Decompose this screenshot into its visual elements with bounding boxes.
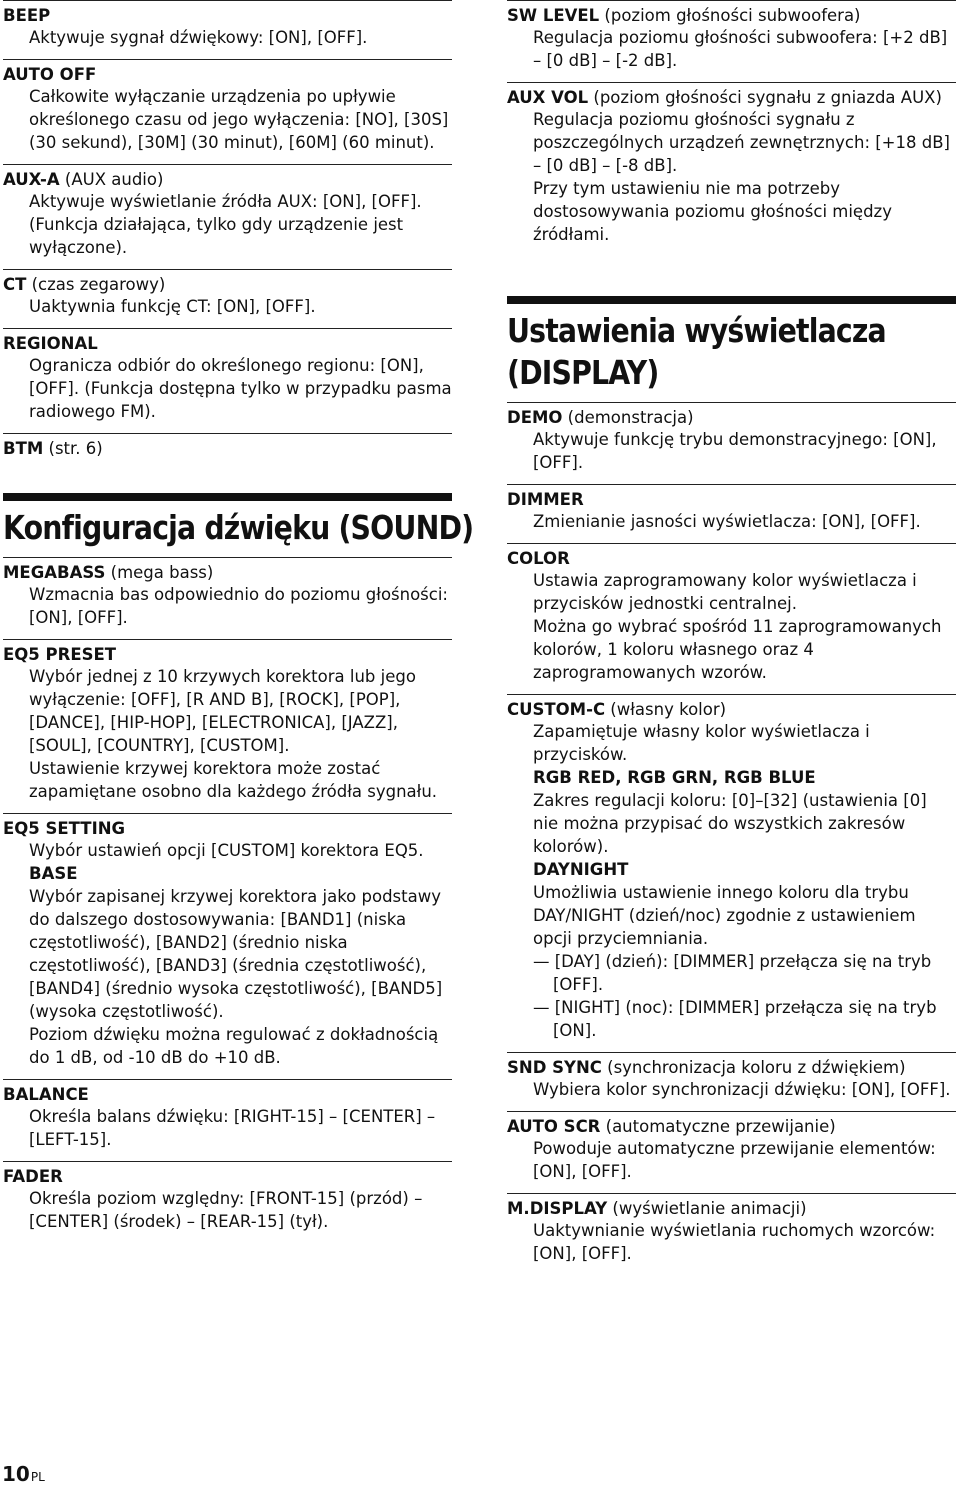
settings-entry: [3, 1161, 452, 1243]
description-text: Zapamiętuje własny kolor wyświetlacza i przycisków.: [533, 722, 870, 764]
settings-entry: [3, 164, 452, 269]
settings-entry: [507, 1193, 956, 1275]
settings-entry: [507, 694, 956, 1052]
entry-description: [29, 583, 452, 629]
entry-description: [29, 295, 452, 318]
term-note: (czas zegarowy): [26, 275, 166, 294]
term-name: FADER: [3, 1167, 63, 1186]
settings-entry: [3, 1079, 452, 1161]
settings-entry: [507, 543, 956, 694]
description-text: Aktywuje wyświetlanie źródła AUX: [ON], [OFF]. (Funkcja działająca, tylko gdy urządzenie jest wyłączone).: [29, 192, 422, 257]
term-note: (własny kolor): [605, 700, 727, 719]
description-text: Wybór ustawień opcji [CUSTOM] korektora EQ5.: [29, 841, 424, 860]
description-text: Zakres regulacji koloru: [0]–[32] (ustawienia [0] nie można przypisać do wszystkich zakresów kolorów).: [533, 791, 927, 856]
term-name: EQ5 SETTING: [3, 819, 126, 838]
entry-term: [3, 1166, 452, 1187]
entry-description: [533, 1137, 956, 1183]
entry-description: [533, 720, 956, 1042]
description-text: Wybór zapisanej krzywej korektora jako podstawy do dalszego dostosowywania: [BAND1] (niska częstotliwość), [BAND2] (średnio niska częstotliwość), [BAND3] (średnia częstotliwość), [BAND4] (średnio wysoka częstotliwość), [BAND5] (wysoka częstotliwość).: [29, 887, 443, 1021]
dash-item: — [NIGHT] (noc): [DIMMER] przełącza się na tryb [ON].: [533, 998, 937, 1040]
term-name: MEGABASS: [3, 563, 106, 582]
page-number-value: 10: [2, 1462, 30, 1486]
entry-term: [3, 438, 452, 459]
settings-entry: [3, 59, 452, 164]
term-note: (mega bass): [105, 563, 214, 582]
term-name: AUTO OFF: [3, 65, 97, 84]
term-name: AUX VOL: [507, 88, 589, 107]
description-text: Uaktywnia funkcję CT: [ON], [OFF].: [29, 297, 316, 316]
entry-term: [3, 644, 452, 665]
entry-term: [3, 1084, 452, 1105]
description-text: Można go wybrać spośród 11 zaprogramowanych kolorów, 1 koloru własnego oraz 4 zaprogramowanych wzorów.: [533, 617, 942, 682]
settings-entry: [507, 1052, 956, 1111]
display-section-header: [507, 296, 956, 402]
settings-entry: [3, 0, 452, 59]
entry-term: [3, 818, 452, 839]
entry-description: [533, 108, 956, 246]
settings-entry: [507, 0, 956, 82]
entry-description: [29, 665, 452, 803]
description-text: Określa balans dźwięku: [RIGHT-15] – [CENTER] – [LEFT-15].: [29, 1107, 436, 1149]
entry-term: [3, 333, 452, 354]
term-name: EQ5 PRESET: [3, 645, 117, 664]
description-text: Aktywuje sygnał dźwiękowy: [ON], [OFF].: [29, 28, 368, 47]
term-name: AUX-A: [3, 170, 60, 189]
sub-heading: RGB RED, RGB GRN, RGB BLUE: [533, 768, 816, 787]
dash-item: — [DAY] (dzień): [DIMMER] przełącza się na tryb [OFF].: [533, 952, 932, 994]
settings-entry: [507, 402, 956, 484]
description-text: Powoduje automatyczne przewijanie elementów: [ON], [OFF].: [533, 1139, 936, 1181]
term-note: (automatyczne przewijanie): [600, 1117, 836, 1136]
entry-term: [3, 274, 452, 295]
entry-term: [507, 489, 956, 510]
entry-term: [507, 548, 956, 569]
description-text: Regulacja poziomu głośności sygnału z poszczególnych urządzeń zewnętrznych: [+18 dB] – [0 dB] – [-8 dB].: [533, 110, 950, 175]
sound-section-header: [3, 493, 474, 557]
settings-entry: [3, 269, 452, 328]
term-name: AUTO SCR: [507, 1117, 601, 1136]
settings-entry: [3, 557, 452, 639]
right-column: [507, 0, 956, 1275]
term-name: BALANCE: [3, 1085, 89, 1104]
sub-heading: BASE: [29, 864, 78, 883]
entry-term: [507, 1198, 956, 1219]
entry-term: [507, 87, 956, 108]
entry-description: [29, 85, 452, 154]
entry-term: [507, 699, 956, 720]
entry-description: [29, 26, 452, 49]
term-name: SW LEVEL: [507, 6, 600, 25]
term-note: (wyświetlanie animacji): [607, 1199, 807, 1218]
term-name: DEMO: [507, 408, 563, 427]
settings-entry: [3, 813, 452, 1079]
entry-description: [533, 510, 956, 533]
term-name: M.DISPLAY: [507, 1199, 608, 1218]
description-text: Poziom dźwięku można regulować z dokładnością do 1 dB, od -10 dB do +10 dB.: [29, 1025, 439, 1067]
entry-term: [507, 1116, 956, 1137]
page-number: [2, 1462, 45, 1486]
term-name: CT: [3, 275, 27, 294]
term-note: (demonstracja): [562, 408, 694, 427]
settings-entry: [507, 484, 956, 543]
term-name: CUSTOM-C: [507, 700, 606, 719]
page-language: PL: [30, 1470, 45, 1484]
entry-term: [507, 1057, 956, 1078]
term-note: (synchronizacja koloru z dźwiękiem): [601, 1058, 906, 1077]
entry-description: [29, 354, 452, 423]
left-column: [3, 0, 474, 1243]
entry-description: [29, 1187, 452, 1233]
description-text: Uaktywnianie wyświetlania ruchomych wzorców: [ON], [OFF].: [533, 1221, 936, 1263]
entry-description: [533, 1219, 956, 1265]
settings-entry: [3, 328, 452, 433]
settings-entry: [507, 82, 956, 282]
description-text: Umożliwia ustawienie innego koloru dla trybu DAY/NIGHT (dzień/noc) zgodnie z ustawieniem opcji przyciemniania.: [533, 883, 916, 948]
entry-term: [3, 169, 452, 190]
entry-term: [507, 407, 956, 428]
description-text: Wybór jednej z 10 krzywych korektora lub jego wyłączenie: [OFF], [R AND B], [ROCK], [POP], [DANCE], [HIP-HOP], [ELECTRONICA], [JAZZ], [SOUL], [COUNTRY], [CUSTOM].: [29, 667, 416, 755]
term-name: SND SYNC: [507, 1058, 602, 1077]
description-text: Określa poziom względny: [FRONT-15] (przód) – [CENTER] (środek) – [REAR-15] (tył).: [29, 1189, 423, 1231]
term-note: (str. 6): [43, 439, 103, 458]
description-text: Regulacja poziomu głośności subwoofera: [+2 dB] – [0 dB] – [-2 dB].: [533, 28, 948, 70]
term-note: (poziom głośności sygnału z gniazda AUX): [588, 88, 942, 107]
description-text: Aktywuje funkcję trybu demonstracyjnego: [ON], [OFF].: [533, 430, 937, 472]
entry-description: [29, 1105, 452, 1151]
term-name: COLOR: [507, 549, 570, 568]
section-title: Ustawienia wyświetlacza (DISPLAY): [507, 311, 886, 392]
entry-description: [29, 839, 452, 1069]
description-text: Zmienianie jasności wyświetlacza: [ON], [OFF].: [533, 512, 921, 531]
entry-description: [533, 1078, 956, 1101]
description-text: Ustawienie krzywej korektora może zostać zapamiętane osobno dla każdego źródła sygnału.: [29, 759, 438, 801]
entry-description: [533, 26, 956, 72]
term-note: (AUX audio): [59, 170, 164, 189]
description-text: Ogranicza odbiór do określonego regionu: [ON], [OFF]. (Funkcja dostępna tylko w przypadku pasma radiowego FM).: [29, 356, 452, 421]
term-name: BTM: [3, 439, 44, 458]
entry-term: [3, 64, 452, 85]
description-text: Całkowite wyłączanie urządzenia po upływie określonego czasu od jego wyłączenia: [NO], [30S] (30 sekund), [30M] (30 minut), [60M] (60 minut).: [29, 87, 449, 152]
entry-term: [3, 562, 452, 583]
description-text: Wybiera kolor synchronizacji dźwięku: [ON], [OFF].: [533, 1080, 951, 1099]
sub-heading: DAYNIGHT: [533, 860, 629, 879]
term-name: REGIONAL: [3, 334, 98, 353]
description-text: Przy tym ustawieniu nie ma potrzeby dostosowywania poziomu głośności między źródłami.: [533, 179, 892, 244]
entry-term: [507, 5, 956, 26]
entry-term: [3, 5, 452, 26]
section-title: Konfiguracja dźwięku (SOUND): [3, 508, 474, 547]
description-text: Ustawia zaprogramowany kolor wyświetlacza i przycisków jednostki centralnej.: [533, 571, 917, 613]
term-name: DIMMER: [507, 490, 584, 509]
settings-entry: [507, 1111, 956, 1193]
settings-entry: [3, 639, 452, 813]
term-note: (poziom głośności subwoofera): [599, 6, 861, 25]
entry-description: [533, 569, 956, 684]
term-name: BEEP: [3, 6, 51, 25]
entry-description: [533, 428, 956, 474]
description-text: Wzmacnia bas odpowiednio do poziomu głośności: [ON], [OFF].: [29, 585, 448, 627]
entry-description: [29, 190, 452, 259]
settings-entry: [3, 433, 452, 479]
